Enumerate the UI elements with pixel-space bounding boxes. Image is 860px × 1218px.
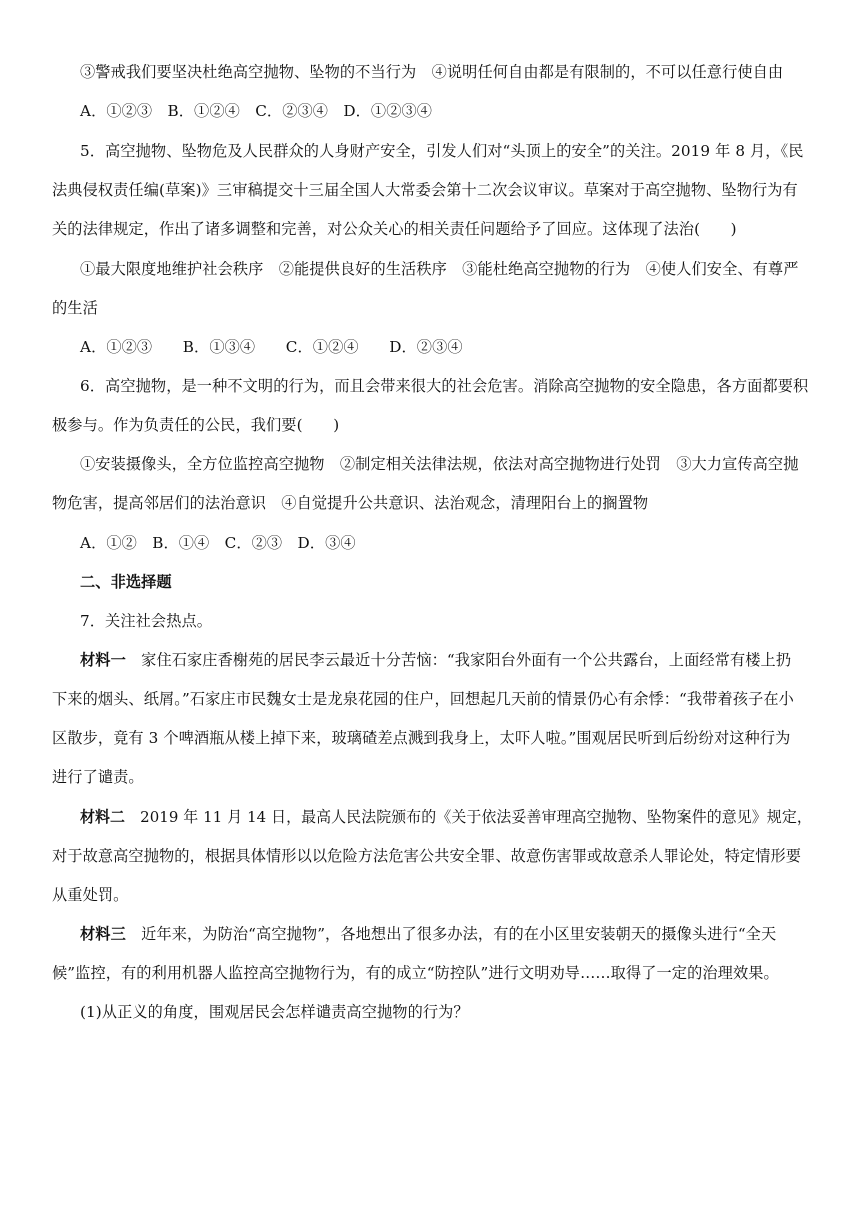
q5-choices: A．①②③ B．①③④ C．①②④ D．②③④ [80, 338, 463, 356]
q6-option-line-2: 物危害，提高邻居们的法治意识 ④自觉提升公共意识、法治观念，清理阳台上的搁置物 [52, 494, 649, 512]
q7-material-2-line-3: 从重处罚。 [52, 886, 129, 904]
material-2-text: 2019 年 11 月 14 日，最高人民法院颁布的《关于依法妥善审理高空抛物、坠物案件的意见》规定， [125, 808, 812, 826]
q7-material-1-line-1 [80, 649, 791, 671]
q7-material-3-line-2: 候”监控，有的利用机器人监控高空抛物行为，有的成立“防控队”进行文明劝导……取得了一定的治理效果。 [52, 964, 779, 982]
material-3-label: 材料三 [80, 925, 126, 943]
q4-option-line: ③警戒我们要坚决杜绝高空抛物、坠物的不当行为 ④说明任何自由都是有限制的，不可以任意行使自由 [80, 63, 784, 81]
q6-option-line-1: ①安装摄像头，全方位监控高空抛物 ②制定相关法律法规，依法对高空抛物进行处罚 ③大力宣传高空抛 [80, 455, 799, 473]
q4-choices: A．①②③ B．①②④ C．②③④ D．①②③④ [80, 102, 433, 120]
q6-stem-line-2: 极参与。作为负责任的公民，我们要( ) [52, 416, 340, 434]
material-3-text: 近年来，为防治“高空抛物”，各地想出了很多办法，有的在小区里安装朝天的摄像头进行“全天 [125, 925, 777, 943]
q5-stem-line-1: 5．高空抛物、坠物危及人民群众的人身财产安全，引发人们对“头顶上的安全”的关注。2019 年 8 月，《民 [80, 142, 804, 160]
section-heading-non-choice: 二、非选择题 [80, 573, 172, 591]
q7-subquestion-1: (1)从正义的角度，围观居民会怎样谴责高空抛物的行为？ [80, 1003, 469, 1021]
q6-stem-line-1: 6．高空抛物，是一种不文明的行为，而且会带来很大的社会危害。消除高空抛物的安全隐患，各方面都要积 [80, 377, 809, 395]
material-1-label: 材料一 [80, 651, 126, 669]
q5-stem-line-3: 关的法律规定，作出了诸多调整和完善，对公众关心的相关责任问题给予了回应。这体现了法治( ) [52, 220, 737, 238]
q5-option-line-2: 的生活 [52, 299, 98, 317]
q6-choices: A．①② B．①④ C．②③ D．③④ [80, 534, 356, 552]
q7-title: 7．关注社会热点。 [80, 612, 213, 630]
q7-material-1-line-4: 进行了谴责。 [52, 768, 144, 786]
q5-option-line-1: ①最大限度地维护社会秩序 ②能提供良好的生活秩序 ③能杜绝高空抛物的行为 ④使人们安全、有尊严 [80, 260, 799, 278]
q7-material-1-line-3: 区散步，竟有 3 个啤酒瓶从楼上掉下来，玻璃碴差点溅到我身上，太吓人啦。”围观居民听到后纷纷对这种行为 [52, 729, 791, 747]
q7-material-2-line-2: 对于故意高空抛物的，根据具体情形以以危险方法危害公共安全罪、故意伤害罪或故意杀人罪论处，特定情形要 [52, 847, 802, 865]
material-1-text: 家住石家庄香榭苑的居民李云最近十分苦恼：“我家阳台外面有一个公共露台，上面经常有楼上扔 [125, 651, 792, 669]
q7-material-1-line-2: 下来的烟头、纸屑。”石家庄市民魏女士是龙泉花园的住户，回想起几天前的情景仍心有余悸：“我带着孩子在小 [52, 690, 794, 708]
q7-material-2-line-1 [80, 806, 812, 828]
q7-material-3-line-1 [80, 923, 776, 945]
material-2-label: 材料二 [80, 808, 126, 826]
q5-stem-line-2: 法典侵权责任编(草案)》三审稿提交十三届全国人大常委会第十二次会议审议。草案对于高空抛物、坠物行为有 [52, 181, 798, 199]
